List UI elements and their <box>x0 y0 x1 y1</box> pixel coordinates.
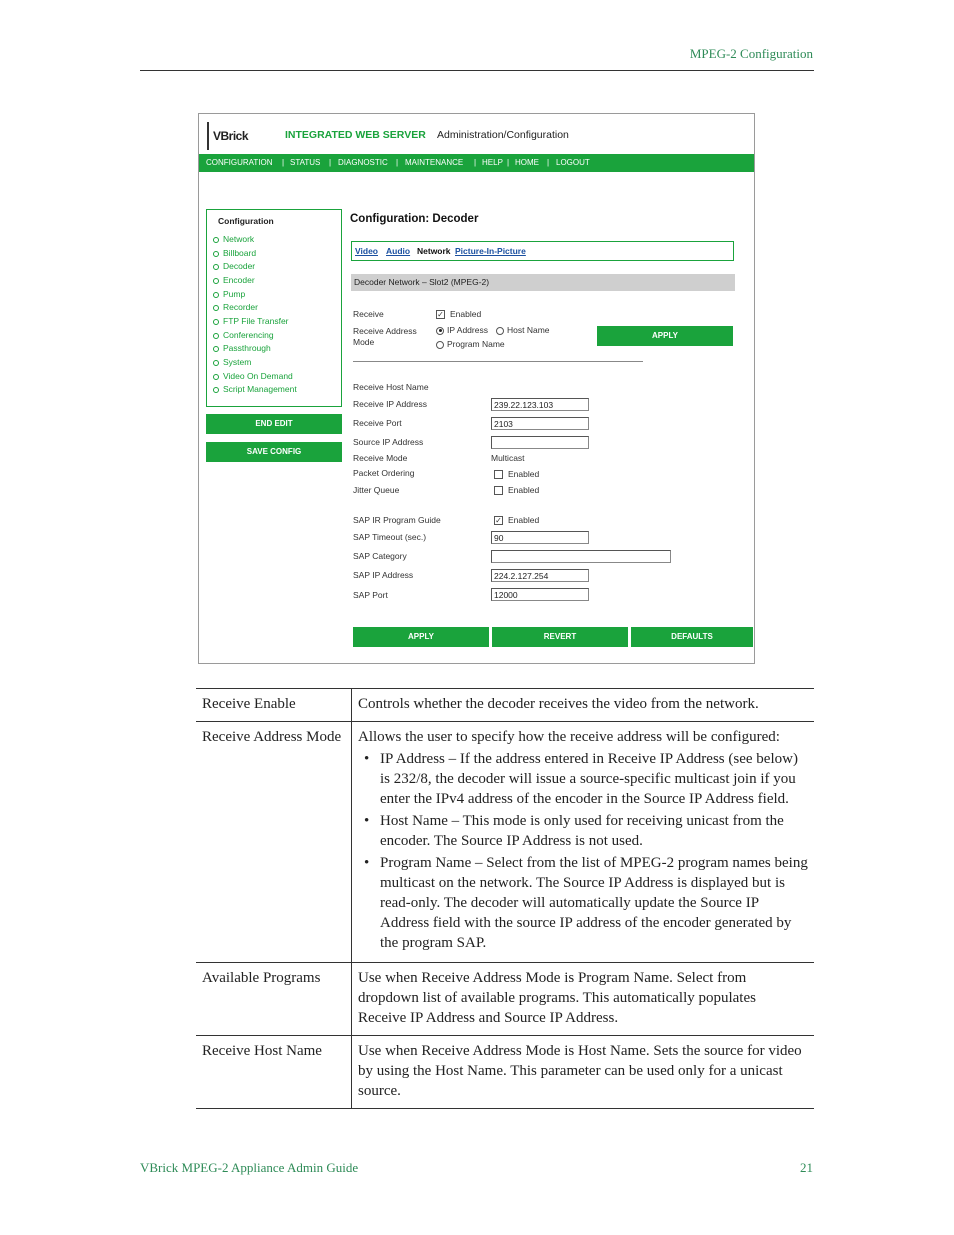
bullet-icon <box>213 374 219 380</box>
receive-port-label: Receive Port <box>353 418 402 428</box>
sidebar-item-system[interactable]: System <box>213 357 251 367</box>
sidebar-item-network[interactable]: Network <box>213 234 254 244</box>
list-item: • Host Name – This mode is only used for receiving unicast from the encoder. The Source IP Address is not used. <box>380 811 808 851</box>
sidebar-item-passthrough[interactable]: Passthrough <box>213 343 271 353</box>
defaults-button[interactable]: DEFAULTS <box>631 627 753 647</box>
nav-status[interactable]: STATUS <box>290 158 321 167</box>
sap-guide-label: SAP IR Program Guide <box>353 515 441 525</box>
source-ip-label: Source IP Address <box>353 437 424 447</box>
desc-cell: Use when Receive Address Mode is Program Name. Select from dropdown list of available programs. This automatically populates Receive IP Address and Source IP Address. <box>352 963 815 1036</box>
sap-port-input[interactable]: 12000 <box>491 588 589 601</box>
receive-mode-label: Receive Mode <box>353 453 408 463</box>
bullet-icon <box>213 360 219 366</box>
bullet-icon <box>213 278 219 284</box>
page-number: 21 <box>800 1160 813 1175</box>
radio-icon[interactable] <box>436 341 444 349</box>
term-cell: Available Programs <box>196 963 352 1036</box>
jitter-queue-checkbox[interactable]: Enabled <box>494 485 539 495</box>
bullet-icon <box>213 305 219 311</box>
end-edit-button[interactable]: END EDIT <box>206 414 342 434</box>
radio-host-name[interactable]: Host Name <box>496 325 550 335</box>
checkbox-icon[interactable] <box>494 486 503 495</box>
main-title: Configuration: Decoder <box>350 213 479 225</box>
sidebar-item-decoder[interactable]: Decoder <box>213 261 255 271</box>
receive-address-mode-label: Receive Address Mode <box>353 326 417 347</box>
table-row <box>196 963 814 1036</box>
checkbox-icon[interactable] <box>494 470 503 479</box>
radio-program-name[interactable]: Program Name <box>436 339 505 349</box>
sap-category-input[interactable] <box>491 550 671 563</box>
header-rule <box>140 70 814 71</box>
sidebar-title: Configuration <box>218 216 274 226</box>
term-cell: Receive Address Mode <box>196 722 352 963</box>
save-config-button[interactable]: SAVE CONFIG <box>206 442 342 462</box>
term-cell: Receive Enable <box>196 689 352 722</box>
tab-video[interactable]: Video <box>355 246 378 256</box>
web-server-title: INTEGRATED WEB SERVER <box>285 129 426 141</box>
receive-mode-value: Multicast <box>491 453 525 463</box>
apply-top-button[interactable]: APPLY <box>597 326 733 346</box>
screenshot-figure <box>198 113 755 664</box>
bullet-list <box>358 749 808 953</box>
bullet-icon <box>213 237 219 243</box>
sidebar-item-billboard[interactable]: Billboard <box>213 248 256 258</box>
source-ip-input[interactable] <box>491 436 589 449</box>
bullet-icon <box>213 319 219 325</box>
nav-logout[interactable]: LOGOUT <box>556 158 590 167</box>
vbrick-logo: VBrick <box>207 122 253 150</box>
bullet-icon <box>213 264 219 270</box>
packet-ordering-checkbox[interactable]: Enabled <box>494 469 539 479</box>
sidebar-item-ftp[interactable]: FTP File Transfer <box>213 316 289 326</box>
sidebar-item-conferencing[interactable]: Conferencing <box>213 330 274 340</box>
receive-ip-input[interactable]: 239.22.123.103 <box>491 398 589 411</box>
receive-host-name-label: Receive Host Name <box>353 382 429 392</box>
list-item: • IP Address – If the address entered in Receive IP Address (see below) is 232/8, the decoder will issue a source-specific multicast join if you enter the IPv4 address of the encoder in the Source IP Address field. <box>380 749 808 809</box>
receive-label: Receive <box>353 309 384 319</box>
table-row <box>196 689 814 722</box>
bullet-icon <box>213 333 219 339</box>
tab-bar <box>351 241 734 261</box>
nav-home[interactable]: HOME <box>515 158 539 167</box>
config-sidebar <box>206 209 342 407</box>
nav-configuration[interactable]: CONFIGURATION <box>206 158 273 167</box>
receive-port-input[interactable]: 2103 <box>491 417 589 430</box>
bullet-icon <box>213 346 219 352</box>
desc-cell: Allows the user to specify how the receive address will be configured: • IP Address – If the address entered in Receive IP Address (see below) is 232/8, the decoder will issue a source-specific multicast join if you enter the IPv4 address of the encoder in the Source IP Address field. • Host Name – This mode is only used for receiving unicast from the encoder. The Source IP Address is not used. • Program Name – Select from the list of MPEG-2 program names being multicast on the network. The Source IP Address is displayed but is read-only. The decoder will automatically update the Source IP Address field with the source IP address of the encoder generated by the program SAP. <box>352 722 815 963</box>
radio-selected-icon[interactable] <box>436 327 444 335</box>
checkbox-checked-icon[interactable]: ✓ <box>437 310 444 320</box>
bullet-icon <box>213 251 219 257</box>
list-item: • Program Name – Select from the list of MPEG-2 program names being multicast on the network. The Source IP Address is displayed but is read-only. The decoder will automatically update the Source IP Address field with the source IP address of the encoder generated by the program SAP. <box>380 853 808 953</box>
desc-cell: Controls whether the decoder receives the video from the network. <box>352 689 815 722</box>
sidebar-item-recorder[interactable]: Recorder <box>213 302 258 312</box>
nav-help[interactable]: HELP <box>482 158 503 167</box>
term-cell: Receive Host Name <box>196 1036 352 1109</box>
apply-button[interactable]: APPLY <box>353 627 489 647</box>
top-nav: CONFIGURATION | STATUS | DIAGNOSTIC | MAINTENANCE | HELP | HOME | LOGOUT <box>199 154 754 172</box>
bullet-icon <box>213 292 219 298</box>
sap-ip-label: SAP IP Address <box>353 570 414 580</box>
revert-button[interactable]: REVERT <box>492 627 628 647</box>
bullet-icon <box>213 387 219 393</box>
tab-pip[interactable]: Picture-In-Picture <box>455 246 526 256</box>
parameter-table <box>196 688 814 1109</box>
nav-diagnostic[interactable]: DIAGNOSTIC <box>338 158 388 167</box>
sap-timeout-input[interactable]: 90 <box>491 531 589 544</box>
sap-ip-input[interactable]: 224.2.127.254 <box>491 569 589 582</box>
sap-guide-checkbox[interactable]: ✓ Enabled <box>495 515 540 526</box>
radio-icon[interactable] <box>496 327 504 335</box>
sidebar-item-script[interactable]: Script Management <box>213 384 297 394</box>
section-header: Decoder Network – Slot2 (MPEG-2) <box>351 274 735 291</box>
sidebar-item-encoder[interactable]: Encoder <box>213 275 255 285</box>
receive-enabled[interactable]: ✓ Enabled <box>437 309 482 320</box>
tab-audio[interactable]: Audio <box>386 246 411 256</box>
jitter-queue-label: Jitter Queue <box>353 485 400 495</box>
sap-category-label: SAP Category <box>353 551 407 561</box>
sap-port-label: SAP Port <box>353 590 388 600</box>
table-row <box>196 1036 814 1109</box>
desc-cell: Use when Receive Address Mode is Host Name. Sets the source for video by using the Host Name. This parameter can be used only for a unicast source. <box>352 1036 815 1109</box>
divider <box>353 361 643 362</box>
page-header: MPEG-2 Configuration <box>689 46 813 61</box>
checkbox-checked-icon[interactable]: ✓ <box>495 516 502 526</box>
tab-network[interactable]: Network <box>417 246 451 256</box>
web-server-subtitle: Administration/Configuration <box>437 129 569 141</box>
sidebar-item-vod[interactable]: Video On Demand <box>213 371 293 381</box>
radio-ip-address[interactable]: IP Address <box>436 325 488 335</box>
packet-ordering-label: Packet Ordering <box>353 468 415 478</box>
receive-ip-label: Receive IP Address <box>353 399 428 409</box>
table-row <box>196 722 814 963</box>
footer-title: VBrick MPEG-2 Appliance Admin Guide <box>140 1160 359 1175</box>
sidebar-item-pump[interactable]: Pump <box>213 289 245 299</box>
nav-maintenance[interactable]: MAINTENANCE <box>405 158 464 167</box>
sap-timeout-label: SAP Timeout (sec.) <box>353 532 427 542</box>
